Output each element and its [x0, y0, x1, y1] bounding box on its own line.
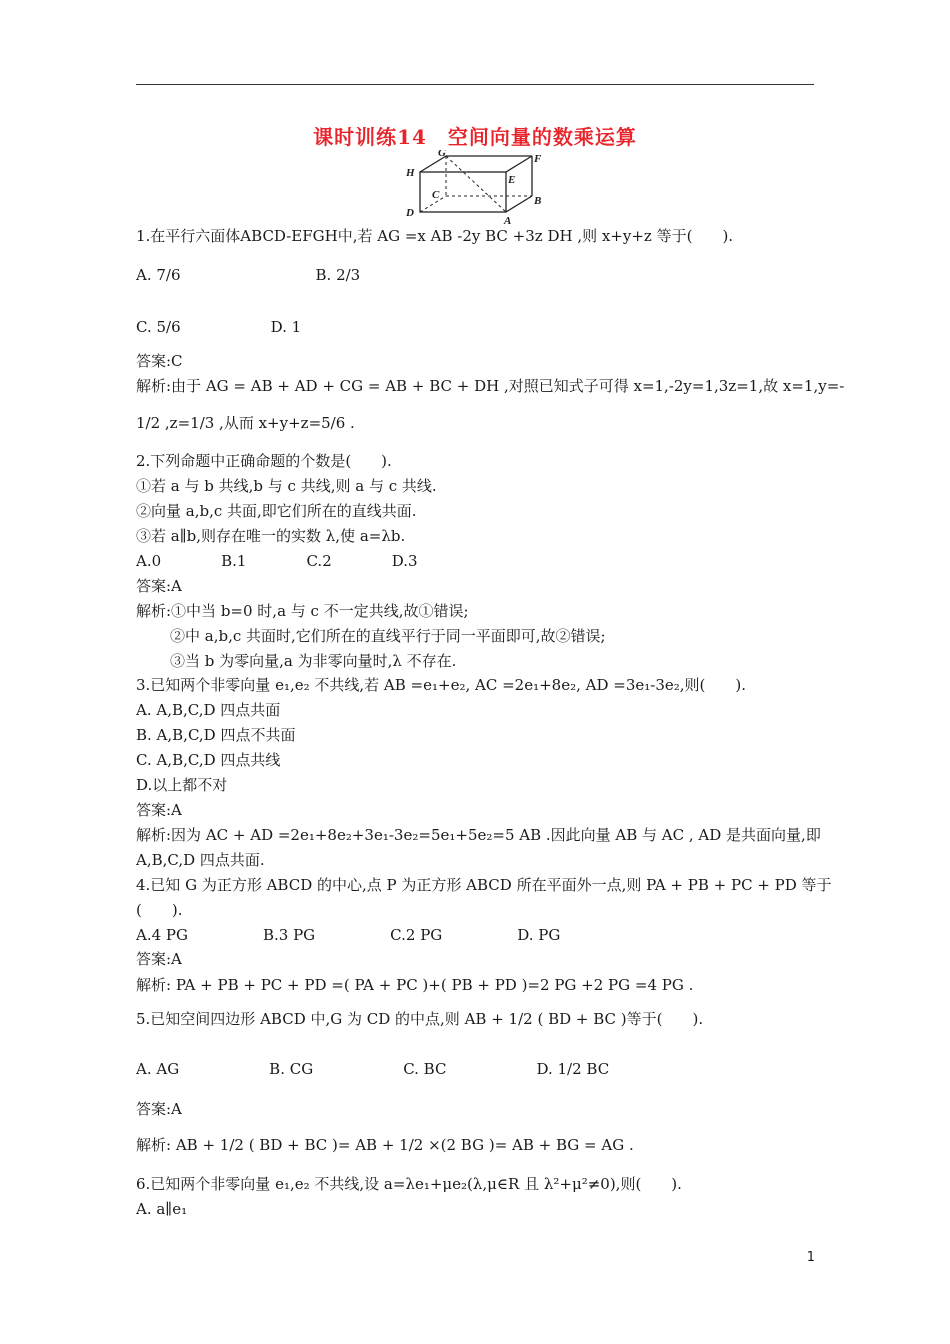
text-line: A. A,B,C,D 四点共面 [136, 701, 281, 719]
text-line: ③若 a∥b,则存在唯一的实数 λ,使 a=λb. [136, 527, 406, 545]
text-line: 答案:A [136, 801, 182, 819]
text-line: 4.已知 G 为正方形 ABCD 的中心,点 P 为正方形 ABCD 所在平面外一点,则 PA + PB + PC + PD 等于 [136, 876, 832, 894]
text-line: ②向量 a,b,c 共面,即它们所在的直线共面. [136, 502, 417, 520]
text-line: 3.已知两个非零向量 e₁,e₂ 不共线,若 AB =e₁+e₂, AC =2e₁+8e₂, AD =3e₁-3e₂,则( ). [136, 676, 746, 694]
text-line: B. A,B,C,D 四点不共面 [136, 726, 296, 744]
text-line: 答案:C [136, 352, 183, 370]
text-line: ①若 a 与 b 共线,b 与 c 共线,则 a 与 c 共线. [136, 477, 437, 495]
figure-label: A [504, 215, 512, 227]
figure-label: F [534, 153, 542, 165]
figure-label: D [406, 207, 414, 219]
page-number: 1 [806, 1250, 815, 1265]
text-line: 解析:由于 AG = AB + AD + CG = AB + BC + DH ,对照已知式子可得 x=1,-2y=1,3z=1,故 x=1,y=- [136, 377, 845, 395]
text-line: A. a∥e₁ [136, 1200, 188, 1218]
text-line: 解析: AB + 1/2 ( BD + BC )= AB + 1/2 ×(2 BG )= AB + BG = AG . [136, 1136, 634, 1154]
figure-label: B [534, 195, 542, 207]
header-rule [136, 84, 814, 85]
text-line: ②中 a,b,c 共面时,它们所在的直线平行于同一平面即可,故②错误; [170, 627, 606, 645]
text-line: 6.已知两个非零向量 e₁,e₂ 不共线,设 a=λe₁+μe₂(λ,μ∈R 且 λ²+μ²≠0),则( ). [136, 1175, 682, 1193]
text-line: A,B,C,D 四点共面. [136, 851, 265, 869]
text-line: A. 7/6 B. 2/3 [136, 266, 361, 284]
text-line: 1/2 ,z=1/3 ,从而 x+y+z=5/6 . [136, 414, 355, 432]
text-line: ( ). [136, 901, 183, 919]
text-line: 5.已知空间四边形 ABCD 中,G 为 CD 的中点,则 AB + 1/2 ( BD + BC )等于( ). [136, 1010, 704, 1028]
text-line: A.4 PG B.3 PG C.2 PG D. PG [136, 926, 561, 944]
text-line: 答案:A [136, 1100, 182, 1118]
text-line: D.以上都不对 [136, 776, 228, 794]
text-line: C. A,B,C,D 四点共线 [136, 751, 281, 769]
text-line: 1.在平行六面体ABCD-EFGH中,若 AG =x AB -2y BC +3z DH ,则 x+y+z 等于( ). [136, 227, 734, 245]
figure-label: C [432, 189, 440, 201]
text-line: A.0 B.1 C.2 D.3 [136, 552, 418, 570]
text-line: C. 5/6 D. 1 [136, 318, 302, 336]
text-line: A. AG B. CG C. BC D. 1/2 BC [136, 1060, 610, 1078]
page-title: 课时训练14 空间向量的数乘运算 [313, 125, 637, 149]
text-line: 2.下列命题中正确命题的个数是( ). [136, 452, 392, 470]
figure-label: H [406, 167, 415, 179]
text-line: 答案:A [136, 577, 182, 595]
figure-label: E [508, 174, 516, 186]
text-line: 解析:因为 AC + AD =2e₁+8e₂+3e₁-3e₂=5e₁+5e₂=5 AB .因此向量 AB 与 AC , AD 是共面向量,即 [136, 826, 821, 844]
text-line: 解析: PA + PB + PC + PD =( PA + PC )+( PB + PD )=2 PG +2 PG =4 PG . [136, 976, 694, 994]
text-line: 答案:A [136, 950, 182, 968]
parallelepiped-figure [398, 150, 548, 228]
text-line: ③当 b 为零向量,a 为非零向量时,λ 不存在. [170, 652, 457, 670]
text-line: 解析:①中当 b=0 时,a 与 c 不一定共线,故①错误; [136, 602, 469, 620]
figure-label: G [438, 150, 446, 159]
